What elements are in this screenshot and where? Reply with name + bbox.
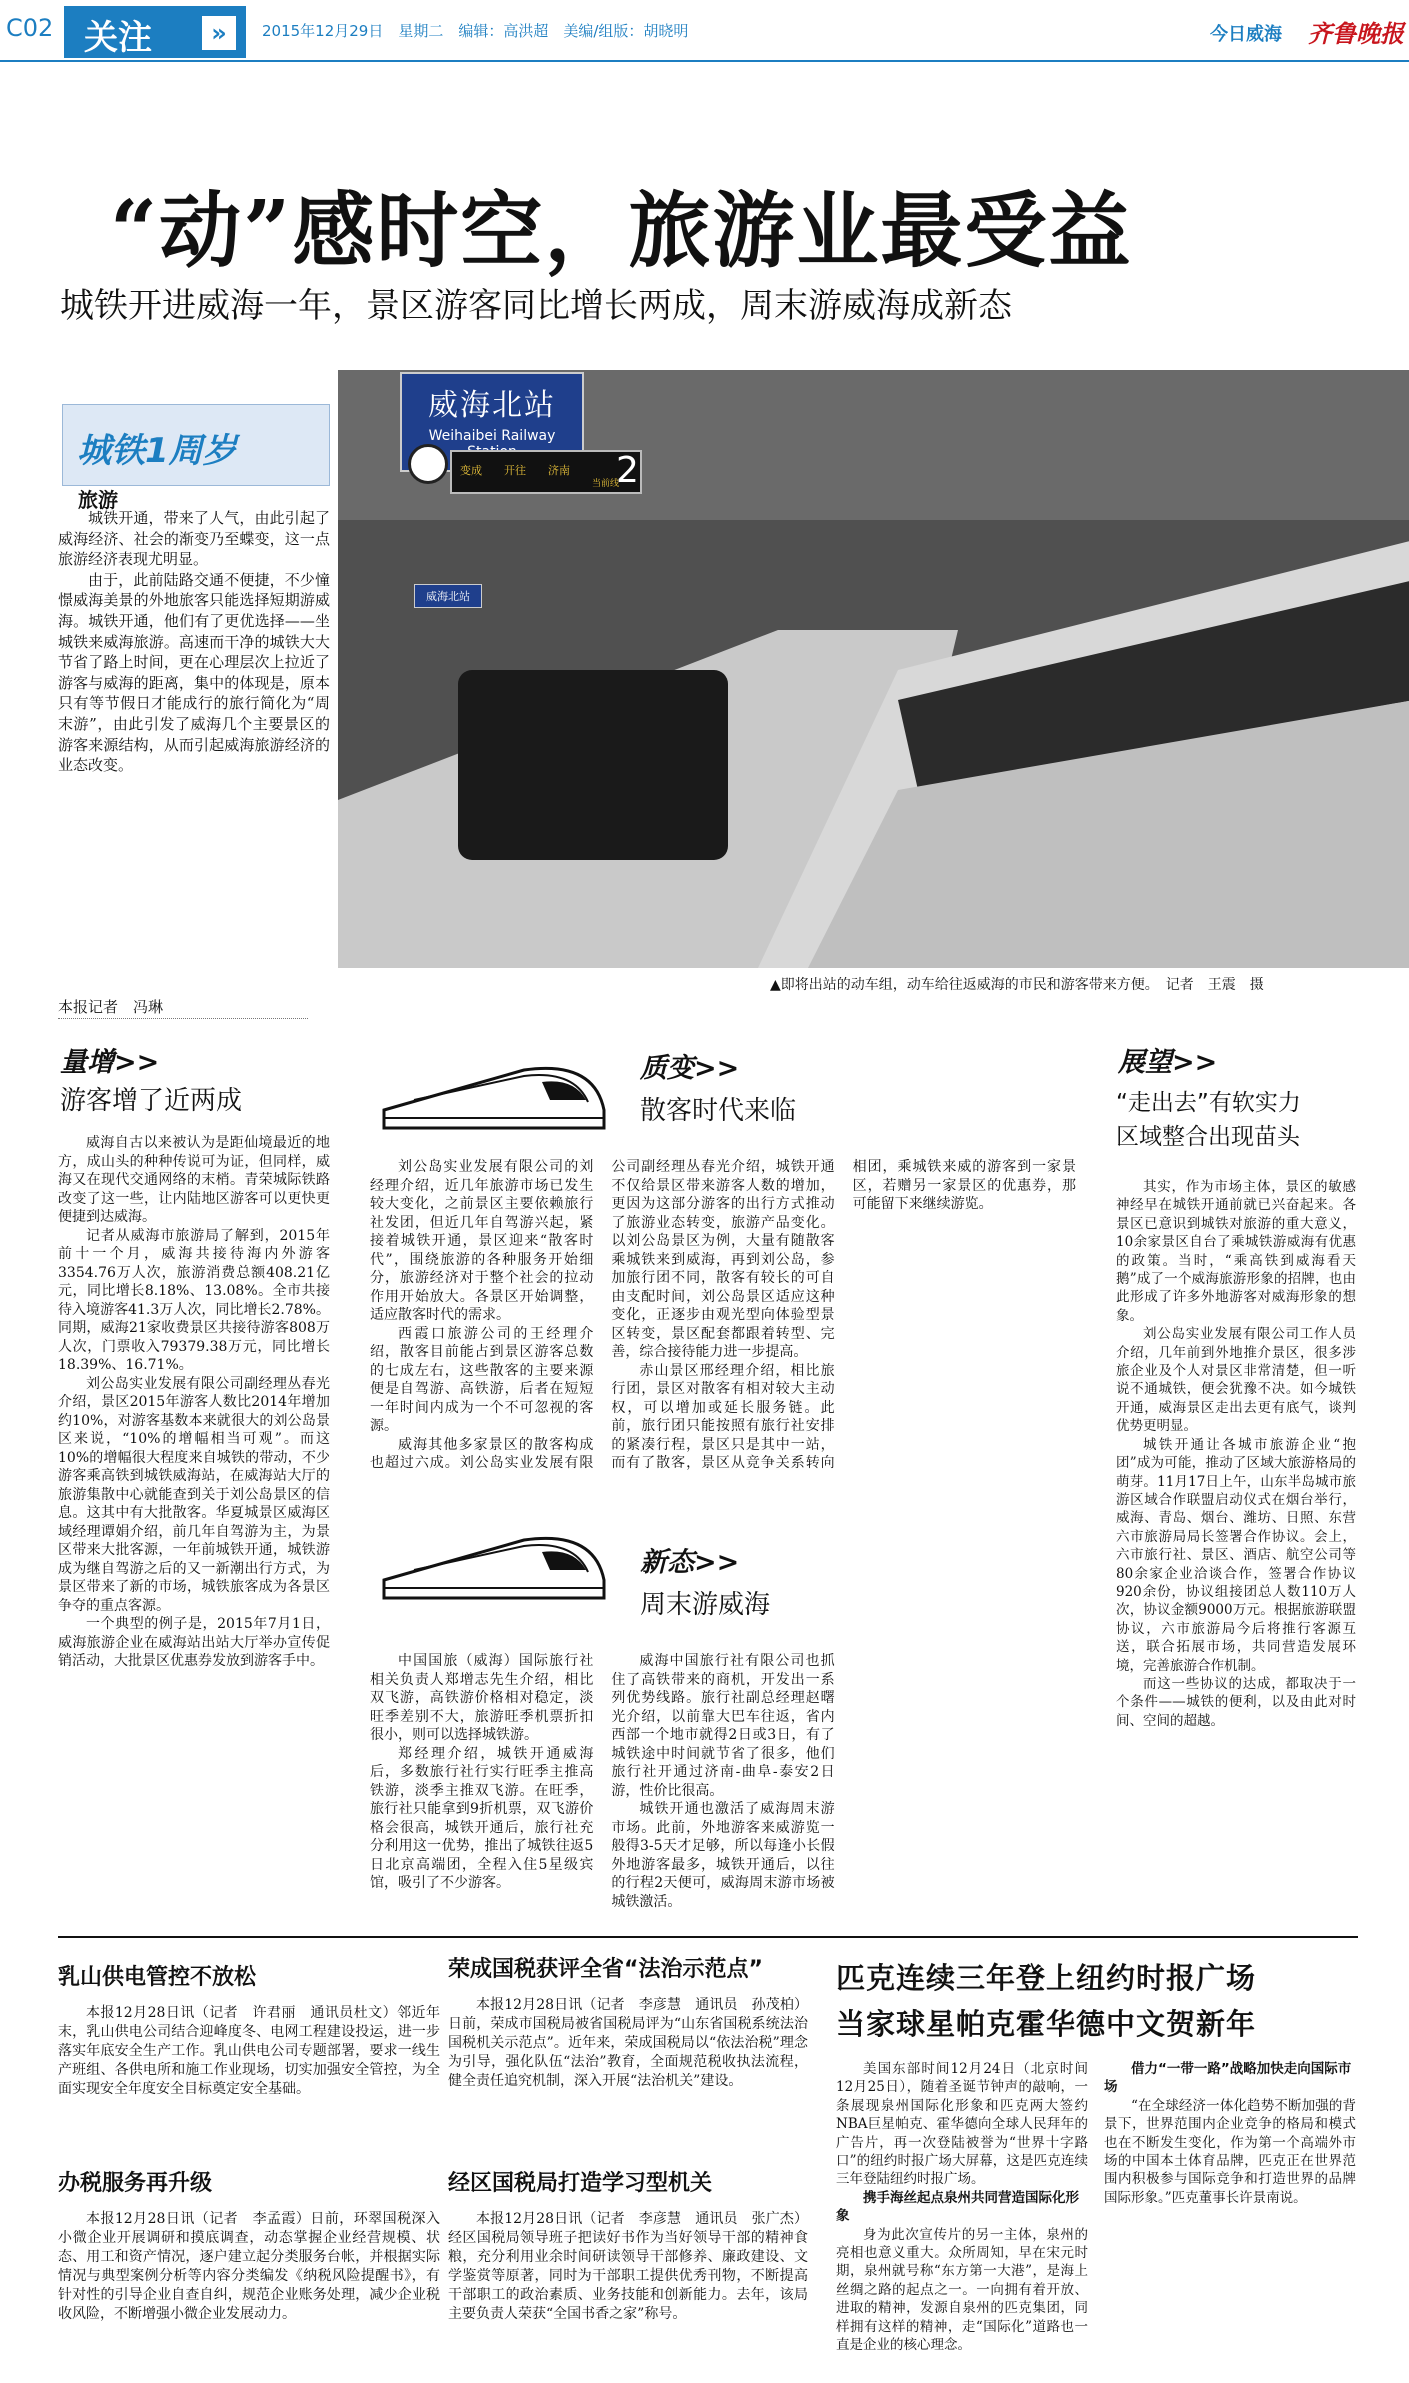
sub-headline: 城铁开进威海一年，景区游客同比增长两成，周末游威海成新态 (60, 286, 1012, 326)
col4-paragraph: 中国国旅（威海）国际旅行社相关负责人郑增志先生介绍，相比双飞游，高铁游价格相对稳定，淡旺季差别不大，旅游旺季机票折扣很小，则可以选择城铁游。 (370, 1653, 594, 1743)
brief-text: 本报12月28日讯（记者 李孟霞）日前，环翠国税深入小微企业开展调研和摸底调查，动态掌握企业经营规模、状态、用工和资产情况，逐户建立起分类服务台帐，并根据实际情况与典型案例分析等内容分类编发《纳税风险提醒书》，有针对性的引导企业自查自纠，规范企业账务处理，减少企业税收风险，不断增强小微企业发展动力。 (58, 2211, 440, 2322)
platform-number: 2 (616, 450, 639, 491)
news-subhead: 携手海丝起点泉州共同营造国际化形象 (836, 2189, 1079, 2225)
board-item: 开往 (504, 464, 526, 477)
news-headline-2: 当家球星帕克霍华德中文贺新年 (836, 2007, 1257, 2041)
intro-byline: 本报记者 冯琳 (58, 998, 164, 1016)
col2-kicker: 质变>> (640, 1053, 740, 1084)
col2-paragraph: 刘公岛实业发展有限公司的刘经理介绍，近几年旅游市场已发生较大变化，之前景区主要依赖旅行社发团，但近几年自驾游兴起，紧接着城铁开通，景区迎来“散客时代”，围绕旅游的各种服务开始细分，旅游经济对于整个社会的拉动作用开始放大。各景区开始调整，适应散客时代的需求。 (370, 1159, 594, 1323)
departure-board (450, 450, 642, 494)
board-item: 济南 (548, 464, 570, 477)
col1-kicker: 量增>> (60, 1047, 160, 1078)
col3-kicker: 展望>> (1118, 1047, 1218, 1078)
board-item: 变成 (460, 464, 482, 477)
col4-kicker: 新态>> (640, 1547, 740, 1578)
anniversary-logo (62, 404, 330, 486)
intro-text (58, 508, 330, 776)
page-number: C02 (6, 14, 54, 42)
news-body (836, 2060, 1356, 2378)
edition-name: 今日威海 (1210, 24, 1282, 45)
section-title: 关注 (84, 18, 152, 58)
col2-text (370, 1158, 1076, 1488)
col4-paragraph: 城铁开通也激活了威海周末游市场。此前，外地游客来威游览一般得3-5天才足够，所以每逢小长假外地游客最多，城铁开通后，以往的行程2天便可，威海周末游市场被城铁激活。 (611, 1801, 835, 1910)
col1-paragraph: 记者从威海市旅游局了解到，2015年前十一个月，威海共接待海内外游客3354.76万人次，旅游消费总额408.21亿元，同比增长8.18%、13.08%。全市共接待入境游客41.3万人次，同比增长2.78%。同期，威海21家收费景区共接待游客808万人次，门票收入79379.38万元，同比增长18.39%、16.71%。 (58, 1227, 330, 1373)
double-chevron-icon: » (202, 16, 236, 50)
col1-text (58, 1134, 330, 1671)
col1-paragraph: 威海自古以来被认为是距仙境最近的地方，成山头的种种传说可为证，但同样，威海又在现代交通网络的末梢。青荣城际铁路改变了这一些，让内陆地区游客可以更快更便捷到达威海。 (58, 1135, 330, 1225)
col4-paragraph: 郑经理介绍，城铁开通威海后，多数旅行社行实行旺季主推高铁游，淡季主推双飞游。在旺季，旅行社只能拿到9折机票，双飞游价格会很高，城铁开通后，旅行社充分利用这一优势，推出了城铁往返5日北京高端团，全程入住5星级宾馆，吸引了不少游客。 (370, 1745, 594, 1891)
section-rule (58, 1936, 1358, 1938)
col3-paragraph: 其实，作为市场主体，景区的敏感神经早在城铁开通前就已兴奋起来。各景区已意识到城铁对旅游的重大意义，10余家景区自台了乘城铁游威海有优惠的政策。当时，“乘高铁到威海看天鹅”成了一个威海旅游形象的招牌，也由此形成了许多外地游客对威海形象的想象。 (1116, 1179, 1356, 1324)
divider (58, 1018, 308, 1019)
col3-paragraph: 刘公岛实业发展有限公司工作人员介绍，几年前到外地推介景区，很多涉旅企业及个人对景区非常清楚，但一听说不通城铁，便会犹豫不决。如今城铁开通，威海景区走出去更有底气，谈判优势更明显。 (1116, 1326, 1356, 1435)
platform-clock (408, 444, 448, 484)
col3-paragraph: 城铁开通让各城市旅游企业“抱团”成为可能，推动了区域大旅游格局的萌芽。11月17日上午，山东半岛城市旅游区域合作联盟启动仪式在烟台举行，威海、青岛、烟台、潍坊、日照、东营六市旅游局局长签署合作协议。会上，六市旅行社、景区、酒店、航空公司等80余家企业洽谈合作，签署合作协议920余份，协议组接团总人数110万人次，协议金额9000万元。根据旅游联盟协议，六市旅游局今后将推行客源互送，联合拓展市场，共同营造发展环境，完善旅游合作机制。 (1116, 1436, 1356, 1674)
intro-paragraph: 由于，此前陆路交通不便捷，不少憧憬威海美景的外地旅客只能选择短期游威海。城铁开通，他们有了更优选择——坐城铁来威海旅游。高速而干净的城铁大大节省了路上时间，更在心理层次上拉近了游客与威海的距离，集中的体现是，原本只有等节假日才能成行的旅行简化为“周末游”，由此引发了威海几个主要景区的游客来源结构，从而引起威海旅游经济的业态改变。 (58, 570, 330, 775)
news-paragraph: 美国东部时间12月24日（北京时间12月25日），随着圣诞节钟声的敲响，一条展现泉州国际化形象和匹克两大签约NBA巨星帕克、霍华德向全球人民拜年的广告片，再一次登陆被誉为“世界十字路口”的纽约时报广场大屏幕，这是匹克连续三年登陆纽约时报广场。 (836, 2061, 1088, 2188)
brief-title: 办税服务再升级 (58, 2171, 213, 2196)
masthead (0, 0, 1409, 62)
main-headline: “动”感时空，旅游业最受益 (110, 183, 1133, 279)
intro-paragraph: 城铁开通，带来了人气，由此引起了威海经济、社会的渐变乃至蝶变，这一点旅游经济表现尤明显。 (58, 509, 330, 569)
board-item: 当前线 (592, 479, 620, 489)
train-station-photo (338, 370, 1409, 968)
news-subhead: 借力“一带一路”战略加快走向国际市场 (1104, 2061, 1352, 2096)
newspaper-logo: 齐鲁晚报 (1308, 19, 1404, 48)
station-sign-en: Weihaibei Railway (428, 428, 556, 444)
col2-title: 散客时代来临 (640, 1096, 797, 1126)
col2-paragraph: 西霞口旅游公司的王经理介绍，散客目前能占到景区游客总数的七成左右，这些散客的主要来源便是自驾游、高铁游，后者在短短一年时间内成为一个不可忽视的客源。 (370, 1325, 594, 1434)
brief-text: 本报12月28日讯（记者 李彦慧 通讯员 孙茂柏）日前，荣成市国税局被省国税局评为“山东省国税系统法治国税机关示范点”。近年来，荣成国税局以“依法治税”理念为引导，强化队伍“法治”教育，全面规范税收执法流程，健全责任追究机制，深入开展“法治机关”建设。 (448, 1997, 808, 2089)
brief-title: 乳山供电管控不放松 (58, 1965, 257, 1990)
col4-title: 周末游威海 (640, 1590, 771, 1620)
col1-paragraph: 一个典型的例子是，2015年7月1日，威海旅游企业在威海站出站大厅举办宣传促销活动，大批景区优惠券发放到游客手中。 (58, 1616, 330, 1669)
col2-paragraph: 赤山景区邢经理介绍，相比旅行团，景区对散客有相对较大主动权，可以增加或延长服务链。此前，旅行团只能按照有旅行社安排的紧凑行程，景区只是其中一站，而有了散客，景区从竞争关系转向相团，乘城铁来威的游客到一家景区，若赠另一家景区的优惠券，那可能留下来继续游览。 (611, 1159, 1076, 1471)
col1-title: 游客增了近两成 (60, 1086, 243, 1116)
topic-tag: 旅游 (78, 488, 118, 512)
station-sign-cn: 威海北站 (428, 388, 556, 423)
news-paragraph: 身为此次宣传片的另一主体，泉州的亮相也意义重大。众所周知，早在宋元时期，泉州就号称“东方第一大港”，是海上丝绸之路的起点之一。一向拥有着开放、进取的精神，发源自泉州的匹克集团，同样拥有这样的精神，走“国际化”道路也一直是企业的核心理念。 (836, 2226, 1088, 2354)
col4-paragraph: 威海中国旅行社有限公司也抓住了高铁带来的商机，开发出一系列优势线路。旅行社副总经理赵曙光介绍，以前靠大巴车往返，省内西部一个地市就得2日或3日，有了城铁途中时间就节省了很多，他们旅行社开通过济南-曲阜-泰安2日游，性价比很高。 (611, 1653, 835, 1799)
brief-text: 本报12月28日讯（记者 许君丽 通讯员杜文）邻近年末，乳山供电公司结合迎峰度冬、电网工程建设投运，进一步落实年底安全生产工作。乳山供电公司专题部署，要求一线生产班组、各供电所和施工作业现场，切实加强安全管控，为全面实现安全年度安全目标奠定安全基础。 (58, 2005, 440, 2097)
brief-title: 荣成国税获评全省“法治示范点” (448, 1957, 763, 1982)
col2-paragraph: 威海其他多家景区的散客构成也超过六成。刘公岛实业发展有限公司副经理丛春光介绍，城铁开通不仅给景区带来游客人数的增加，更因为这部分游客的出行方式推动了旅游业态转变，旅游产品变化。以刘公岛景区为例，大量有随散客乘城铁来到威海，再到刘公岛，参加旅行团不同，散客有较长的可自由支配时间，刘公岛景区适应这种变化，正逐步由观光型向体验型景区转变，景区配套都跟着转型、完善，综合接待能力进一步提高。 (370, 1159, 835, 1471)
masthead-rule (0, 60, 1409, 62)
photo-caption: ▲即将出站的动车组，动车给往返威海的市民和游客带来方便。 记者 王震 摄 (770, 977, 1264, 993)
issue-meta: 2015年12月29日 星期二 编辑：高洪超 美编/组版：胡晓明 (262, 22, 689, 40)
col3-paragraph: 而这一些协议的达成，都取决于一个条件——城铁的便利，以及由此对时间、空间的超越。 (1116, 1675, 1356, 1729)
news-paragraph: “在全球经济一体化趋势不断加强的背景下，世界范围内企业竞争的格局和模式也在不断发生变化，作为第一个高端外市场的中国本土体育品牌，匹克正在世界范围内积极参与国际竞争和打造世界的品牌国际形象。”匹克董事长许景南说。 (1104, 2097, 1356, 2206)
train-icon (374, 1510, 614, 1620)
station-sign-small: 威海北站 (414, 584, 482, 608)
brief-title: 经区国税局打造学习型机关 (448, 2171, 713, 2196)
train-icon (374, 1040, 614, 1150)
brief-text: 本报12月28日讯（记者 李彦慧 通讯员 张广杰）经区国税局领导班子把读好书作为当好领导干部的精神食粮，充分利用业余时间研读领导干部修养、廉政建设、文学鉴赏等原著，同时为干部职工提供优秀刊物，不断提高干部职工的政治素质、业务技能和创新能力。去年，该局主要负责人荣获“全国书香之家”称号。 (448, 2211, 808, 2322)
col3-text (1116, 1178, 1356, 1730)
col3-title-2: 区域整合出现苗头 (1116, 1124, 1300, 1150)
anniversary-logo-text: 城铁1周岁 (77, 431, 237, 471)
col1-paragraph: 刘公岛实业发展有限公司副经理丛春光介绍，景区2015年游客人数比2014年增加约10%，对游客基数本来就很大的刘公岛景区来说，“10%的增幅相当可观”。而这10%的增幅很大程度来自城铁的带动，不少游客乘高铁到城铁威海站，在威海站大厅的旅游集散中心就能查到关于刘公岛景区的信息。这其中有大批散客。华夏城景区威海区域经理谭娟介绍，前几年自驾游为主，为景区带来大批客源，一年前城铁开通，城铁游成为继自驾游之后的又一新潮出行方式，为景区带来了新的市场，城铁旅客成为各景区争夺的重点客源。 (58, 1375, 330, 1614)
col4-text (370, 1652, 1076, 1922)
col3-title-1: “走出去”有软实力 (1116, 1090, 1301, 1116)
news-headline-1: 匹克连续三年登上纽约时报广场 (836, 1961, 1257, 1995)
